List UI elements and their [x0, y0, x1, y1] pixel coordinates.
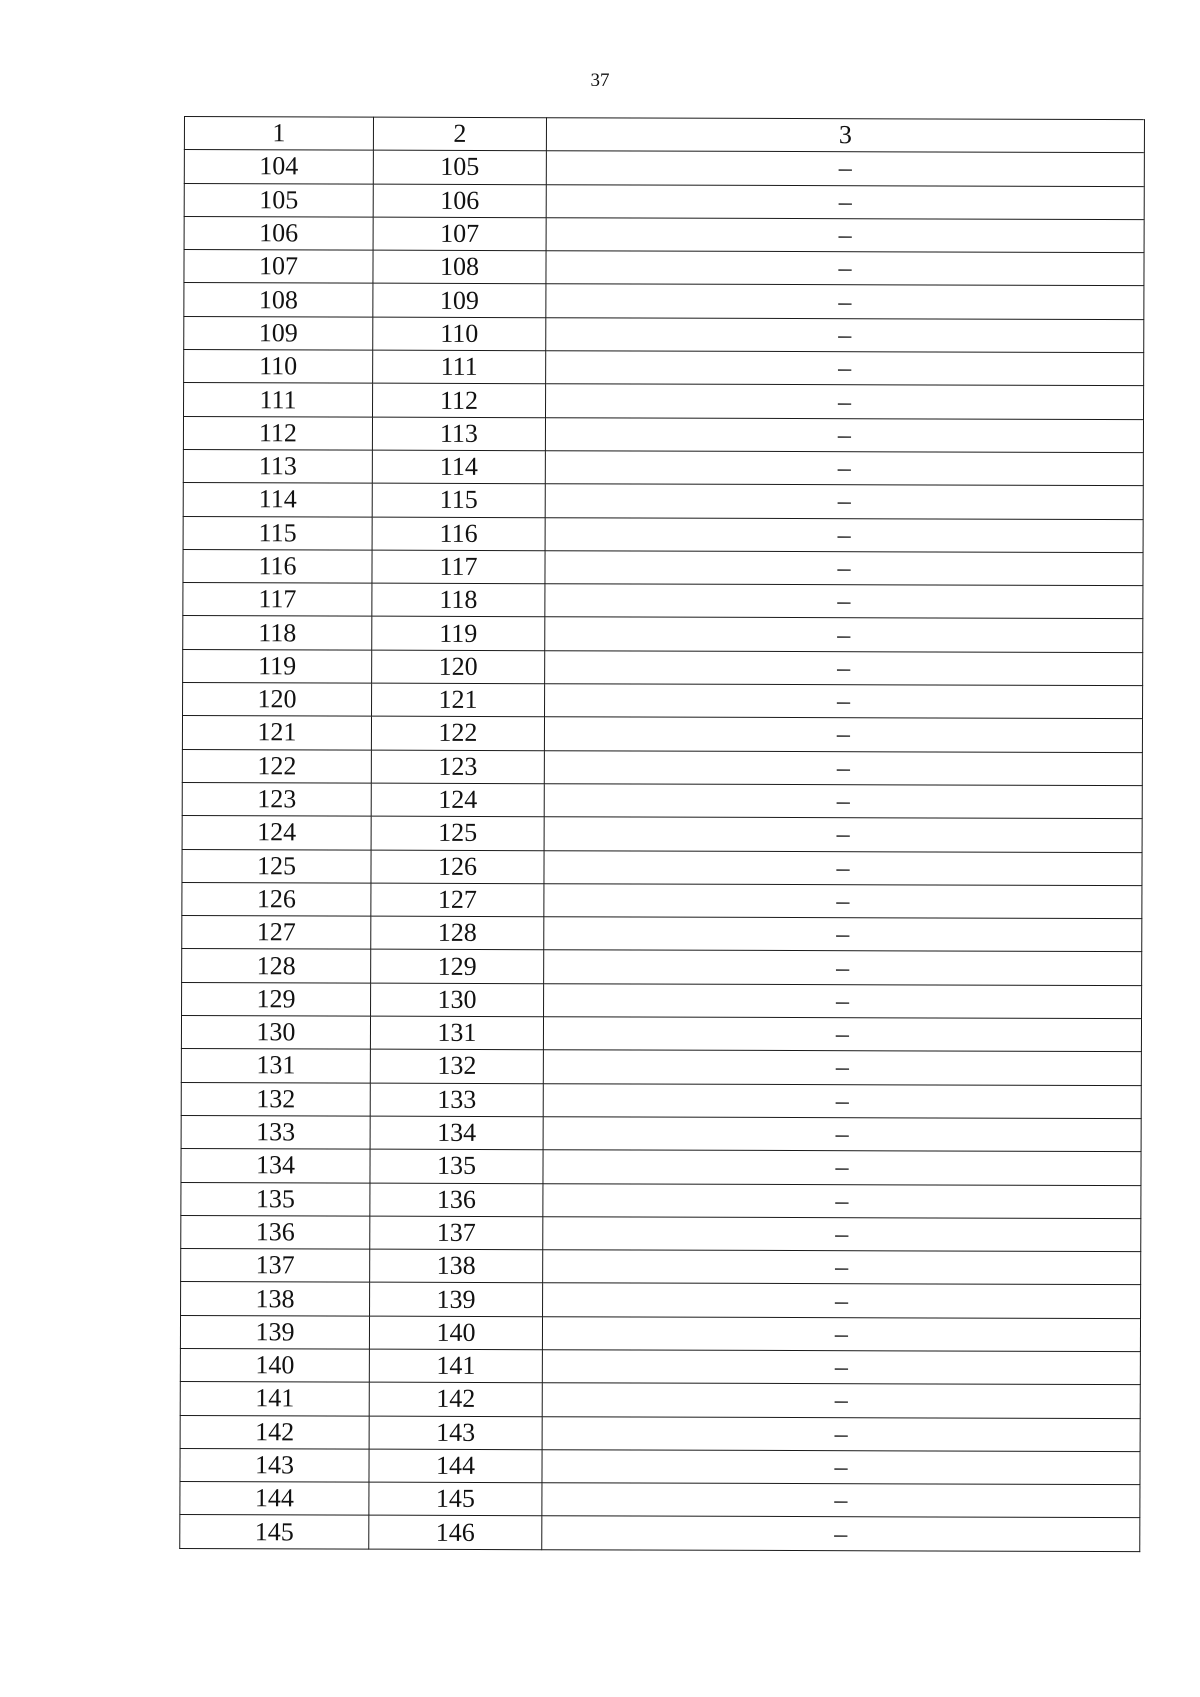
- table-cell-col-1: 129: [182, 982, 371, 1016]
- table-cell-col-2: 108: [373, 250, 546, 284]
- table-cell-col-2: 145: [369, 1482, 542, 1516]
- table-row: [182, 949, 1142, 985]
- table-cell-col-3: –: [545, 451, 1143, 486]
- table-cell-col-1: 116: [183, 549, 372, 583]
- table-row: [183, 649, 1143, 685]
- table-cell-col-1: 143: [180, 1448, 369, 1482]
- table-cell-col-1: 105: [184, 183, 373, 217]
- table-cell-col-3: –: [543, 1150, 1141, 1185]
- table-cell-col-3: –: [543, 1250, 1141, 1285]
- table-cell-col-3: –: [544, 884, 1142, 919]
- table-cell-col-1: 114: [183, 483, 372, 517]
- table-cell-col-3: –: [544, 917, 1142, 952]
- table-cell-col-1: 136: [181, 1215, 370, 1249]
- table-cell-col-1: 106: [184, 216, 373, 250]
- table-row: [183, 483, 1143, 519]
- table-row: [183, 449, 1143, 485]
- table-cell-col-3: –: [546, 284, 1144, 319]
- table-cell-col-3: –: [544, 717, 1142, 752]
- table-cell-col-1: 124: [182, 816, 371, 850]
- table-body: [180, 150, 1145, 1552]
- table-cell-col-1: 141: [180, 1382, 369, 1416]
- table-cell-col-3: –: [544, 750, 1142, 785]
- table-cell-col-3: –: [543, 1283, 1141, 1318]
- table-cell-col-2: 116: [372, 517, 545, 551]
- table-row: [182, 916, 1142, 952]
- table-cell-col-1: 133: [181, 1115, 370, 1149]
- table-cell-col-2: 144: [369, 1449, 542, 1483]
- table-cell-col-3: –: [543, 1050, 1141, 1085]
- table-cell-col-2: 133: [370, 1083, 543, 1117]
- table-cell-col-2: 109: [373, 284, 546, 318]
- table-row: [181, 1082, 1141, 1118]
- table-row: [184, 250, 1144, 286]
- table-cell-col-2: 125: [371, 816, 544, 850]
- table-cell-col-3: –: [542, 1516, 1140, 1551]
- table-cell-col-2: 110: [373, 317, 546, 351]
- table-cell-col-1: 108: [184, 283, 373, 317]
- table-row: [180, 1448, 1140, 1484]
- table-cell-col-3: –: [543, 1117, 1141, 1152]
- table-cell-col-2: 115: [372, 483, 545, 517]
- table-row: [181, 1016, 1141, 1052]
- table-cell-col-2: 134: [370, 1116, 543, 1150]
- table-row: [181, 1182, 1141, 1218]
- table-cell-col-1: 122: [182, 749, 371, 783]
- table-cell-col-3: –: [542, 1450, 1140, 1485]
- table-cell-col-1: 130: [181, 1016, 370, 1050]
- table-row: [181, 1115, 1141, 1151]
- table-cell-col-2: 127: [371, 883, 544, 917]
- table-cell-col-2: 135: [370, 1149, 543, 1183]
- table-cell-col-2: 130: [371, 983, 544, 1017]
- table-cell-col-1: 109: [184, 316, 373, 350]
- table-cell-col-3: –: [545, 417, 1143, 452]
- table-cell-col-1: 111: [184, 383, 373, 417]
- table-row: [182, 982, 1142, 1018]
- table-row: [180, 1415, 1140, 1451]
- table-cell-col-2: 118: [372, 583, 545, 617]
- table-row: [184, 283, 1144, 319]
- table-cell-col-1: 134: [181, 1149, 370, 1183]
- table-cell-col-1: 107: [184, 250, 373, 284]
- table-cell-col-3: –: [545, 484, 1143, 519]
- table-cell-col-2: 111: [373, 350, 546, 384]
- table-cell-col-1: 138: [181, 1282, 370, 1316]
- table-row: [180, 1382, 1140, 1418]
- table-row: [180, 1482, 1140, 1518]
- table-cell-col-2: 124: [371, 783, 544, 817]
- table-cell-col-2: 107: [373, 217, 546, 251]
- table-cell-col-2: 140: [369, 1316, 542, 1350]
- table-cell-col-3: –: [542, 1383, 1140, 1418]
- table-cell-col-3: –: [545, 617, 1143, 652]
- table-cell-col-3: –: [545, 650, 1143, 685]
- table-cell-col-2: 139: [370, 1283, 543, 1317]
- table-cell-col-2: 126: [371, 850, 544, 884]
- table-cell-col-1: 123: [182, 782, 371, 816]
- table-cell-col-1: 115: [183, 516, 372, 550]
- table-row: [180, 1315, 1140, 1351]
- table-cell-col-1: 125: [182, 849, 371, 883]
- table-row: [183, 516, 1143, 552]
- table-cell-col-2: 136: [370, 1183, 543, 1217]
- table-cell-col-3: –: [546, 251, 1144, 286]
- table-row: [183, 416, 1143, 452]
- table-row: [184, 316, 1144, 352]
- table-cell-col-1: 120: [183, 683, 372, 717]
- table-cell-col-3: –: [545, 517, 1143, 552]
- table-cell-col-3: –: [544, 950, 1142, 985]
- table-cell-col-3: –: [546, 151, 1144, 186]
- table-cell-col-1: 140: [180, 1348, 369, 1382]
- table-container: [179, 116, 1144, 1552]
- table-row: [181, 1249, 1141, 1285]
- table-row: [182, 749, 1142, 785]
- table-cell-col-1: 132: [181, 1082, 370, 1116]
- table-cell-col-3: –: [545, 584, 1143, 619]
- table-cell-col-2: 106: [373, 184, 546, 218]
- table-row: [184, 383, 1144, 419]
- table-cell-col-3: –: [546, 384, 1144, 419]
- table-header-row: [184, 117, 1144, 153]
- table-row: [180, 1348, 1140, 1384]
- table-cell-col-1: 119: [183, 649, 372, 683]
- table-cell-col-2: 122: [371, 716, 544, 750]
- table-cell-col-3: –: [545, 684, 1143, 719]
- table-cell-col-2: 143: [369, 1416, 542, 1450]
- table-cell-col-2: 120: [372, 650, 545, 684]
- table-cell-col-1: 113: [183, 449, 372, 483]
- table-cell-col-2: 132: [370, 1049, 543, 1083]
- table-cell-col-2: 146: [369, 1516, 542, 1550]
- table-row: [182, 782, 1142, 818]
- table-row: [181, 1282, 1141, 1318]
- table-cell-col-3: –: [543, 1216, 1141, 1251]
- table-cell-col-3: –: [542, 1416, 1140, 1451]
- table-row: [181, 1049, 1141, 1085]
- table-cell-col-1: 112: [183, 416, 372, 450]
- table-cell-col-1: 117: [183, 583, 372, 617]
- table-cell-col-1: 131: [181, 1049, 370, 1083]
- table-cell-col-2: 112: [373, 384, 546, 418]
- table-row: [180, 1515, 1140, 1551]
- table-cell-col-2: 141: [369, 1349, 542, 1383]
- table-row: [184, 150, 1144, 186]
- table-cell-col-1: 121: [182, 716, 371, 750]
- table-cell-col-2: 121: [372, 683, 545, 717]
- table-cell-col-2: 114: [372, 450, 545, 484]
- table-cell-col-2: 131: [370, 1016, 543, 1050]
- table-cell-col-2: 137: [370, 1216, 543, 1250]
- table-cell-col-3: –: [546, 218, 1144, 253]
- table-cell-col-2: 117: [372, 550, 545, 584]
- table-cell-col-3: –: [543, 1183, 1141, 1218]
- table-cell-col-1: 144: [180, 1482, 369, 1516]
- table-cell-col-3: –: [543, 1017, 1141, 1052]
- table-cell-col-3: –: [546, 351, 1144, 386]
- table-cell-col-3: –: [544, 850, 1142, 885]
- table-cell-col-2: 113: [372, 417, 545, 451]
- table-row: [184, 183, 1144, 219]
- page-number: 37: [590, 70, 610, 91]
- table-cell-col-3: –: [545, 551, 1143, 586]
- table-row: [183, 616, 1143, 652]
- table-row: [181, 1149, 1141, 1185]
- table-cell-col-2: 105: [373, 150, 546, 184]
- table-row: [182, 816, 1142, 852]
- column-header-1: 1: [184, 117, 373, 151]
- column-header-3: 3: [546, 118, 1144, 153]
- table-cell-col-3: –: [546, 317, 1144, 352]
- table-cell-col-1: 104: [184, 150, 373, 184]
- table-cell-col-3: –: [544, 784, 1142, 819]
- table-cell-col-3: –: [544, 817, 1142, 852]
- table-row: [184, 350, 1144, 386]
- table-cell-col-1: 126: [182, 882, 371, 916]
- table-cell-col-1: 137: [181, 1249, 370, 1283]
- table-cell-col-2: 129: [371, 950, 544, 984]
- table-cell-col-2: 123: [371, 750, 544, 784]
- table-cell-col-1: 118: [183, 616, 372, 650]
- table-cell-col-2: 119: [372, 617, 545, 651]
- table-row: [183, 583, 1143, 619]
- table-row: [182, 716, 1142, 752]
- table-cell-col-1: 139: [180, 1315, 369, 1349]
- table-cell-col-3: –: [542, 1483, 1140, 1518]
- table-cell-col-3: –: [543, 1083, 1141, 1118]
- table-cell-col-3: –: [544, 983, 1142, 1018]
- table-row: [184, 216, 1144, 252]
- data-table: [179, 116, 1145, 1552]
- table-cell-col-3: –: [542, 1316, 1140, 1351]
- table-cell-col-1: 135: [181, 1182, 370, 1216]
- table-row: [182, 849, 1142, 885]
- column-header-2: 2: [373, 117, 546, 151]
- table-cell-col-1: 142: [180, 1415, 369, 1449]
- table-cell-col-2: 128: [371, 916, 544, 950]
- table-row: [182, 882, 1142, 918]
- table-cell-col-1: 128: [182, 949, 371, 983]
- table-cell-col-2: 138: [370, 1249, 543, 1283]
- table-row: [181, 1215, 1141, 1251]
- table-row: [183, 683, 1143, 719]
- table-cell-col-1: 110: [184, 350, 373, 384]
- table-cell-col-1: 127: [182, 916, 371, 950]
- table-row: [183, 549, 1143, 585]
- table-cell-col-3: –: [546, 184, 1144, 219]
- table-cell-col-1: 145: [180, 1515, 369, 1549]
- table-cell-col-2: 142: [369, 1382, 542, 1416]
- table-cell-col-3: –: [542, 1350, 1140, 1385]
